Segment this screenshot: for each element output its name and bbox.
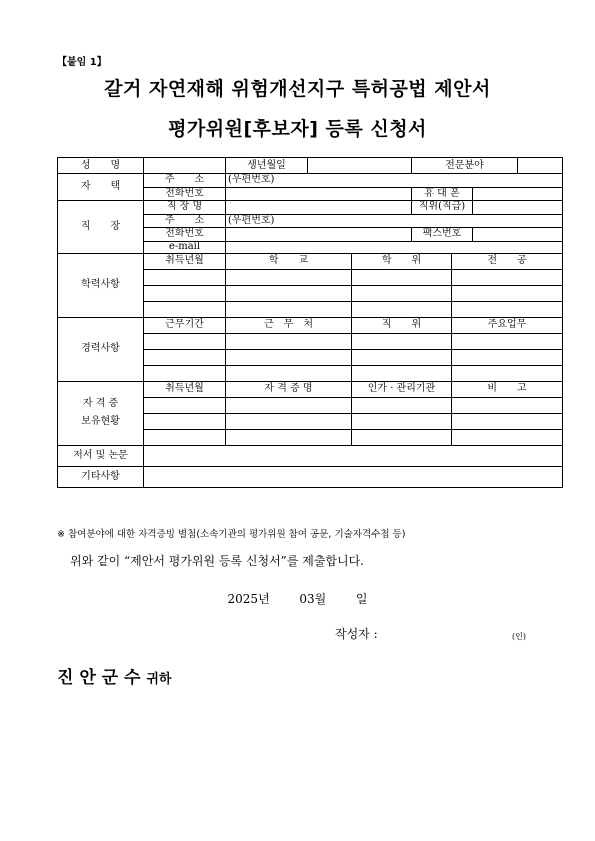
- cert-label: [58, 381, 144, 445]
- career-cell[interactable]: [226, 349, 352, 365]
- fax-field[interactable]: [473, 228, 563, 242]
- field-label: 전문분야: [412, 158, 518, 174]
- career-cell[interactable]: [144, 349, 226, 365]
- home-address-row: [58, 174, 563, 188]
- date-line: [0, 590, 595, 607]
- name-label: 성 명: [58, 158, 144, 174]
- cert-cell[interactable]: [226, 397, 352, 413]
- position-rank-label: 직위(직급): [412, 201, 473, 215]
- date-year: 2025년: [227, 592, 270, 606]
- work-address-field[interactable]: (우편번호): [226, 214, 563, 228]
- publications-row: [58, 445, 563, 466]
- name-field[interactable]: [144, 158, 226, 174]
- date-month: 03월: [299, 592, 327, 606]
- addressee: [57, 663, 172, 688]
- publications-label: 저서 및 논문: [58, 445, 144, 466]
- mobile-label: 휴 대 폰: [412, 187, 473, 201]
- email-label: e-mail: [144, 241, 226, 253]
- birth-label: 생년월일: [226, 158, 308, 174]
- education-header-row: [58, 253, 563, 269]
- career-header: 근무기간: [144, 317, 226, 333]
- cert-label-line1: 자 격 증: [82, 398, 119, 409]
- home-phone-field[interactable]: [226, 187, 412, 201]
- position-rank-field[interactable]: [473, 201, 563, 215]
- home-phone-label: 전화번호: [144, 187, 226, 201]
- education-cell[interactable]: [452, 285, 563, 301]
- cert-cell[interactable]: [452, 413, 563, 429]
- career-header: 근 무 처: [226, 317, 352, 333]
- publications-field[interactable]: [144, 445, 563, 466]
- mobile-field[interactable]: [473, 187, 563, 201]
- career-header-row: [58, 317, 563, 333]
- cert-header: 취득년월: [144, 381, 226, 397]
- cert-cell[interactable]: [452, 397, 563, 413]
- career-cell[interactable]: [352, 365, 452, 381]
- education-cell[interactable]: [226, 285, 352, 301]
- birth-field[interactable]: [308, 158, 412, 174]
- career-cell[interactable]: [452, 365, 563, 381]
- fax-label: 팩스번호: [412, 228, 473, 242]
- other-field[interactable]: [144, 466, 563, 487]
- cert-cell[interactable]: [352, 397, 452, 413]
- work-name-row: [58, 201, 563, 215]
- education-header: 학 위: [352, 253, 452, 269]
- career-cell[interactable]: [352, 333, 452, 349]
- addressee-name: 진 안 군 수: [57, 668, 141, 688]
- work-phone-field[interactable]: [226, 228, 412, 242]
- field-input[interactable]: [518, 158, 563, 174]
- education-cell[interactable]: [452, 301, 563, 317]
- education-cell[interactable]: [352, 285, 452, 301]
- attachment-label: 【붙임 1】: [57, 57, 107, 68]
- education-cell[interactable]: [226, 269, 352, 285]
- document-subtitle: 평가위원[후보자] 등록 신청서: [168, 118, 427, 140]
- other-label: 기타사항: [58, 466, 144, 487]
- application-form-table: [57, 157, 563, 488]
- name-row: [58, 158, 563, 174]
- career-cell[interactable]: [452, 333, 563, 349]
- career-cell[interactable]: [452, 349, 563, 365]
- work-phone-label: 전화번호: [144, 228, 226, 242]
- education-cell[interactable]: [144, 269, 226, 285]
- career-cell[interactable]: [144, 365, 226, 381]
- education-header: 취득년월: [144, 253, 226, 269]
- cert-cell[interactable]: [352, 429, 452, 445]
- work-name-field[interactable]: [226, 201, 412, 215]
- cert-header: 비 고: [452, 381, 563, 397]
- cert-cell[interactable]: [226, 413, 352, 429]
- career-cell[interactable]: [352, 349, 452, 365]
- seal-label: (인): [512, 632, 526, 641]
- career-cell[interactable]: [226, 333, 352, 349]
- education-header: 학 교: [226, 253, 352, 269]
- cert-cell[interactable]: [144, 397, 226, 413]
- education-label: 학력사항: [58, 253, 144, 317]
- education-header: 전 공: [452, 253, 563, 269]
- work-name-label: 직 장 명: [144, 201, 226, 215]
- career-header: 직 위: [352, 317, 452, 333]
- cert-cell[interactable]: [226, 429, 352, 445]
- other-row: [58, 466, 563, 487]
- home-address-label: 주 소: [144, 174, 226, 188]
- cert-cell[interactable]: [144, 413, 226, 429]
- cert-cell[interactable]: [352, 413, 452, 429]
- date-day: 일: [355, 592, 368, 606]
- work-label: 직 장: [58, 201, 144, 254]
- home-label: 자 택: [58, 174, 144, 201]
- career-header: 주요업무: [452, 317, 563, 333]
- declaration-text: 위와 같이 “제안서 평가위원 등록 신청서”를 제출합니다.: [70, 554, 364, 568]
- education-cell[interactable]: [226, 301, 352, 317]
- career-cell[interactable]: [144, 333, 226, 349]
- career-label: 경력사항: [58, 317, 144, 381]
- education-cell[interactable]: [352, 269, 452, 285]
- cert-header: 인가 · 관리기관: [352, 381, 452, 397]
- home-address-field[interactable]: (우편번호): [226, 174, 563, 188]
- cert-header-row: [58, 381, 563, 397]
- education-cell[interactable]: [144, 285, 226, 301]
- work-address-label: 주 소: [144, 214, 226, 228]
- addressee-suffix: 귀하: [146, 672, 172, 687]
- education-cell[interactable]: [452, 269, 563, 285]
- cert-cell[interactable]: [144, 429, 226, 445]
- cert-label-line2: 보유현황: [81, 416, 120, 427]
- education-cell[interactable]: [352, 301, 452, 317]
- education-cell[interactable]: [144, 301, 226, 317]
- career-cell[interactable]: [226, 365, 352, 381]
- email-field[interactable]: [226, 241, 563, 253]
- attachment-note: ※ 참여분야에 대한 자격증빙 별첨(소속기관의 평가위원 참여 공문, 기술자격수첩 등): [57, 529, 406, 540]
- writer-label: 작성자 :: [335, 627, 378, 641]
- cert-cell[interactable]: [452, 429, 563, 445]
- cert-header: 자 격 증 명: [226, 381, 352, 397]
- document-title: 갈거 자연재해 위험개선지구 특허공법 제안서: [104, 78, 491, 100]
